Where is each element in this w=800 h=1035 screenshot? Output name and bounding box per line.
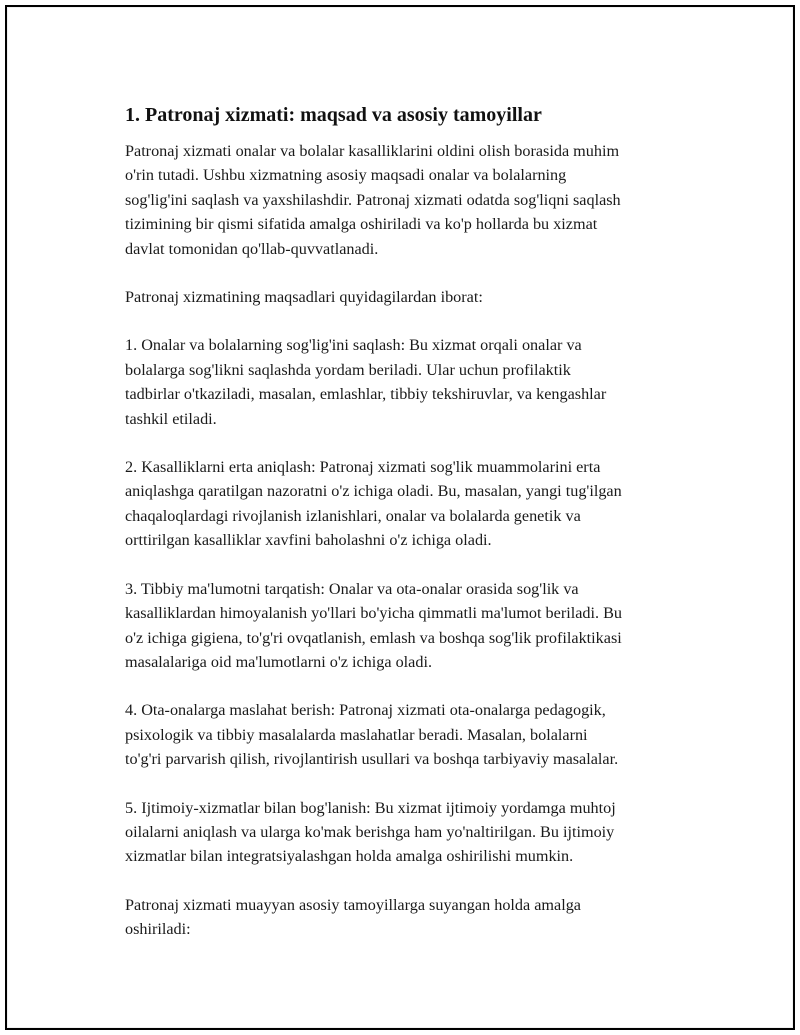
text-line: 2. Kasalliklarni erta aniqlash: Patronaj xizmati sog'lik muammolarini erta: [125, 458, 601, 477]
goal-item-4: [125, 698, 700, 771]
page-title: 1. Patronaj xizmati: maqsad va asosiy tamoyillar: [125, 104, 542, 126]
goal-item-1: [125, 333, 700, 431]
text-line: 3. Tibbiy ma'lumotni tarqatish: Onalar va ota-onalar orasida sog'lik va: [125, 579, 579, 598]
text-line: 4. Ota-onalarga maslahat berish: Patronaj xizmati ota-onalarga pedagogik,: [125, 701, 606, 720]
text-line: Patronaj xizmati onalar va bolalar kasalliklarini oldini olish borasida muhim: [125, 142, 620, 160]
text-line: orttirilgan kasalliklar xavfini baholashni o'z ichiga oladi.: [125, 531, 492, 550]
text-line: 1. Onalar va bolalarning sog'lig'ini saqlash: Bu xizmat orqali onalar va: [125, 336, 582, 355]
document-page: [5, 5, 795, 1030]
text-line: kasalliklardan himoyalanish yo'llari bo'yicha qimmatli ma'lumot beriladi. Bu: [125, 604, 622, 623]
goal-item-2: [125, 455, 700, 553]
document-body: [125, 102, 700, 966]
text-line: Patronaj xizmati muayyan asosiy tamoyillarga suyangan holda amalga: [125, 895, 581, 914]
text-line: o'rin tutadi. Ushbu xizmatning asosiy maqsadi onalar va bolalarning: [125, 166, 567, 185]
text-line: to'g'ri parvarish qilish, rivojlantirish usullari va boshqa tarbiyaviy masalalar.: [125, 750, 619, 769]
goal-item-3: [125, 577, 700, 675]
text-line: tizimining bir qismi sifatida amalga oshiriladi va ko'p hollarda bu xizmat: [125, 215, 598, 234]
text-line: davlat tomonidan qo'llab-quvvatlanadi.: [125, 239, 379, 258]
text-line: xizmatlar bilan integratsiyalashgan holda amalga oshirilishi mumkin.: [125, 847, 574, 866]
text-line: sog'lig'ini saqlash va yaxshilashdir. Patronaj xizmati odatda sog'liqni saqlash: [125, 190, 621, 209]
text-line: o'z ichiga gigiena, to'g'ri ovqatlanish, emlash va boshqa sog'lik profilaktikasi: [125, 628, 622, 647]
text-line: oshiriladi:: [125, 920, 191, 939]
text-line: 5. Ijtimoiy-xizmatlar bilan bog'lanish: Bu xizmat ijtimoiy yordamga muhtoj: [125, 798, 616, 817]
goal-item-5: [125, 796, 700, 869]
principles-intro-paragraph: [125, 893, 700, 942]
intro-paragraph: [125, 139, 700, 261]
text-line: psixologik va tibbiy masalalarda maslahatlar beradi. Masalan, bolalarni: [125, 725, 588, 744]
text-line: bolalarga sog'likni saqlashda yordam beriladi. Ular uchun profilaktik: [125, 360, 571, 379]
text-line: tadbirlar o'tkaziladi, masalan, emlashlar, tibbiy tekshiruvlar, va kengashlar: [125, 385, 607, 404]
text-line: Patronaj xizmatining maqsadlari quyidagilardan iborat:: [125, 288, 483, 307]
text-line: masalalariga oid ma'lumotlarni o'z ichiga oladi.: [125, 652, 433, 671]
text-line: chaqaloqlardagi rivojlanish izlanishlari, onalar va bolalarda genetik va: [125, 506, 581, 525]
goals-intro-paragraph: [125, 285, 700, 309]
text-line: tashkil etiladi.: [125, 409, 217, 428]
text-line: aniqlashga qaratilgan nazoratni o'z ichiga oladi. Bu, masalan, yangi tug'ilgan: [125, 482, 622, 501]
text-line: oilalarni aniqlash va ularga ko'mak berishga ham yo'naltirilgan. Bu ijtimoiy: [125, 822, 615, 841]
